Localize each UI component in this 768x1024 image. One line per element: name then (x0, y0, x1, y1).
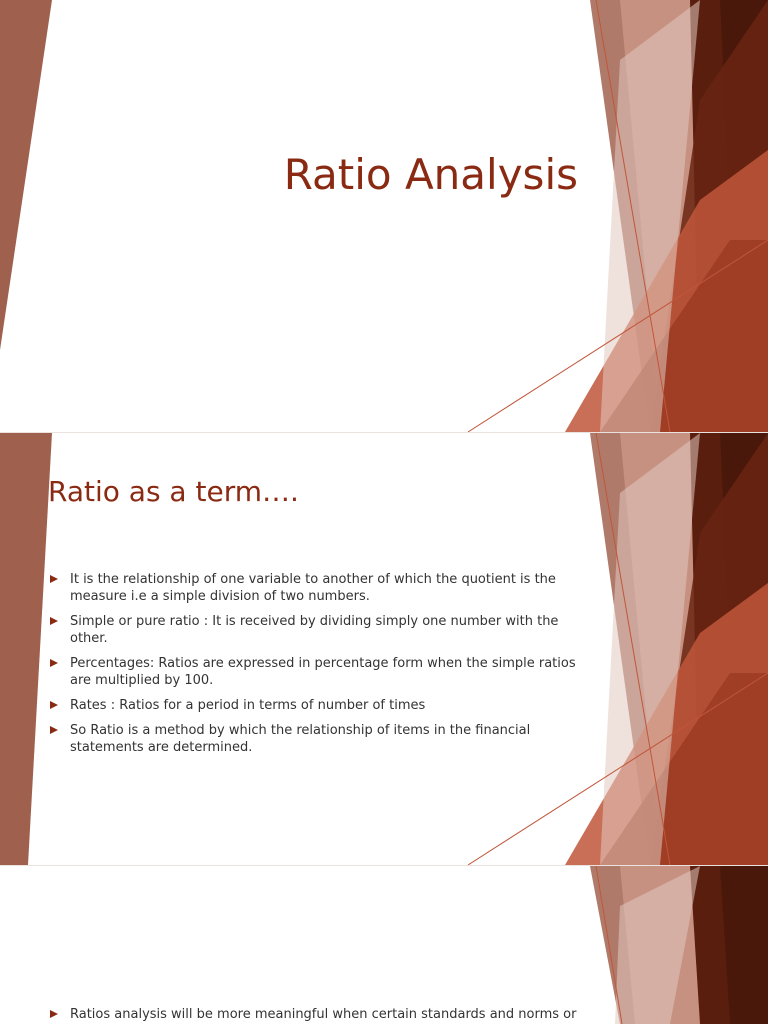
slide-content-partial (0, 866, 768, 1024)
bullet-arrow-icon (50, 701, 58, 709)
bullet-arrow-icon (50, 1010, 58, 1018)
slide-content (0, 433, 768, 865)
bullet-list (48, 1006, 578, 1024)
bullet-arrow-icon (50, 659, 58, 667)
bullet-item: Rates : Ratios for a period in terms of number of times (48, 697, 578, 714)
bullet-arrow-icon (50, 617, 58, 625)
bullet-arrow-icon (50, 575, 58, 583)
bullet-item: It is the relationship of one variable to another of which the quotient is the measure i.e a simple division of two numbers. (48, 571, 578, 605)
slide-heading: Ratio as a term…. (48, 475, 299, 508)
bullet-item: Ratios analysis will be more meaningful when certain standards and norms or (48, 1006, 578, 1023)
bullet-arrow-icon (50, 726, 58, 734)
slide-decoration-graphic (0, 0, 768, 432)
bullet-item: Simple or pure ratio : It is received by dividing simply one number with the other. (48, 613, 578, 647)
bullet-list (48, 571, 578, 764)
slide-decoration-graphic (0, 866, 768, 1024)
bullet-item: So Ratio is a method by which the relationship of items in the financial statements are determined. (48, 722, 578, 756)
slide-title (0, 0, 768, 432)
slide-title-text: Ratio Analysis (283, 150, 578, 199)
bullet-item: Percentages: Ratios are expressed in percentage form when the simple ratios are multiplied by 100. (48, 655, 578, 689)
